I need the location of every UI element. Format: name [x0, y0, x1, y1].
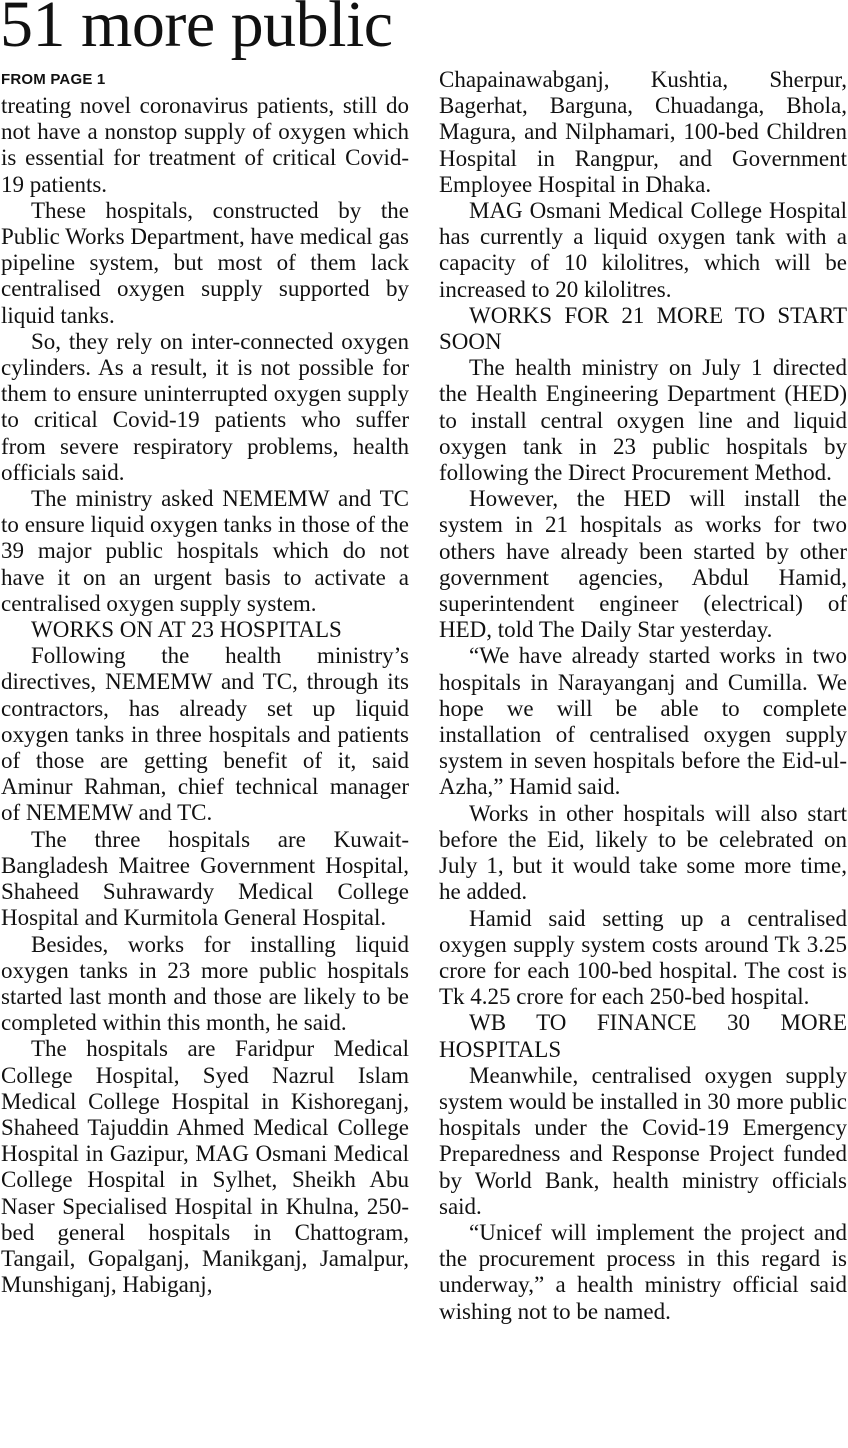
paragraph: Works in other hospitals will also start before the Eid, likely to be celebrated on July 1, but it would take some more time, he added.: [439, 800, 847, 905]
paragraph: MAG Osmani Medical College Hospital has currently a liquid oxygen tank with a capacity of 10 kilolitres, which will be increased to 20 kilolitres.: [439, 198, 847, 302]
subheading: WORKS FOR 21 MORE TO START SOON: [439, 302, 847, 355]
paragraph: “We have already started works in two hospitals in Narayanganj and Cumilla. We hope we will be able to complete installation of centralised oxygen supply system in seven hospitals before the Eid-ul-Azha,” Hamid said.: [439, 643, 847, 800]
right-column: [439, 67, 847, 1325]
paragraph: Following the health ministry’s directives, NEMEMW and TC, through its contractors, has already set up liquid oxygen tanks in three hospitals and patients of those are getting benefit of it, said Aminur Rahman, chief technical manager of NEMEMW and TC.: [1, 643, 409, 826]
subheading: WB TO FINANCE 30 MORE HOSPITALS: [439, 1010, 847, 1062]
paragraph: These hospitals, constructed by the Public Works Department, have medical gas pipeline system, but most of them lack centralised oxygen supply supported by liquid tanks.: [1, 197, 409, 328]
paragraph: The health ministry on July 1 directed the Health Engineering Department (HED) to install central oxygen line and liquid oxygen tank in 23 public hospitals by following the Direct Procurement Method.: [439, 355, 847, 486]
paragraph: So, they rely on inter-connected oxygen cylinders. As a result, it is not possible for them to ensure uninterrupted oxygen supply to critical Covid-19 patients who suffer from severe respiratory problems, health officials said.: [1, 328, 409, 485]
paragraph: Meanwhile, centralised oxygen supply system would be installed in 30 more public hospitals under the Covid-19 Emergency Preparedness and Response Project funded by World Bank, health ministry officials said.: [439, 1062, 847, 1219]
jump-label: FROM PAGE 1: [1, 71, 106, 88]
paragraph: The three hospitals are Kuwait-Bangladesh Maitree Government Hospital, Shaheed Suhrawardy Medical College Hospital and Kurmitola General Hospital.: [1, 826, 409, 931]
subheading: WORKS ON AT 23 HOSPITALS: [31, 617, 342, 643]
paragraph: Besides, works for installing liquid oxygen tanks in 23 more public hospitals started last month and those are likely to be completed within this month, he said.: [1, 931, 409, 1036]
paragraph: Hamid said setting up a centralised oxygen supply system costs around Tk 3.25 crore for each 100-bed hospital. The cost is Tk 4.25 crore for each 250-bed hospital.: [439, 905, 847, 1010]
left-column: [1, 93, 409, 1298]
paragraph: However, the HED will install the system in 21 hospitals as works for two others have already been started by other government agencies, Abdul Hamid, superintendent engineer (electrical) of HED, told The Daily Star yesterday.: [439, 486, 847, 643]
headline: 51 more public: [0, 0, 393, 61]
paragraph: The ministry asked NEMEMW and TC to ensure liquid oxygen tanks in those of the 39 major public hospitals which do not have it on an urgent basis to activate a centralised oxygen supply system.: [1, 486, 409, 616]
paragraph: “Unicef will implement the project and the procurement process in this regard is underway,” a health ministry official said wishing not to be named.: [439, 1219, 847, 1324]
paragraph: The hospitals are Faridpur Medical College Hospital, Syed Nazrul Islam Medical College Hospital in Kishoreganj, Shaheed Tajuddin Ahmed Medical College Hospital in Gazipur, MAG Osmani Medical College Hospital in Sylhet, Sheikh Abu Naser Specialised Hospital in Khulna, 250-bed general hospitals in Chattogram, Tangail, Gopalganj, Manikganj, Jamalpur, Munshiganj, Habiganj,: [1, 1036, 409, 1298]
paragraph: treating novel coronavirus patients, still do not have a nonstop supply of oxygen which is essential for treatment of critical Covid-19 patients.: [1, 93, 409, 197]
paragraph: Chapainawabganj, Kushtia, Sherpur, Bagerhat, Barguna, Chuadanga, Bhola, Magura, and Nilphamari, 100-bed Children Hospital in Rangpur, and Government Employee Hospital in Dhaka.: [439, 67, 847, 197]
